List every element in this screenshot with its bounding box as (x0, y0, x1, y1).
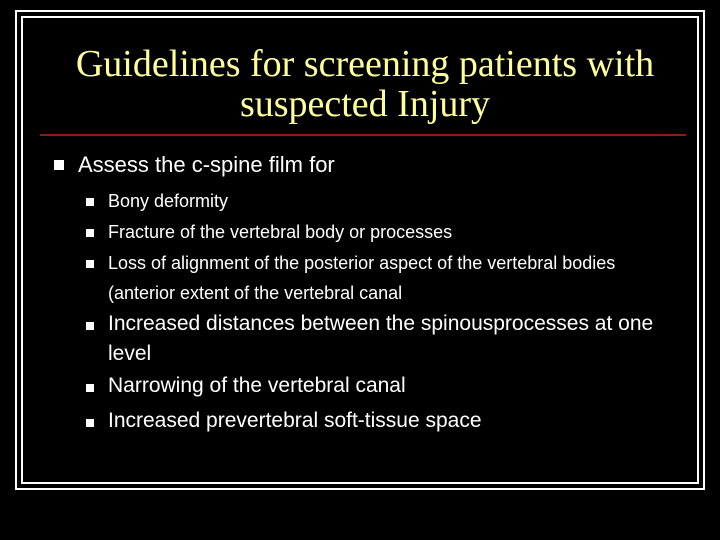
bullet-square-icon (54, 160, 64, 170)
bullet-square-icon (86, 260, 94, 268)
slide-title (40, 44, 690, 124)
bullet-square-icon (86, 419, 94, 427)
bullet-square-icon (86, 384, 94, 392)
sub-bullet-text: Narrowing of the vertebral canal (108, 374, 406, 397)
bullet-square-icon (86, 229, 94, 237)
sub-bullet-text: Loss of alignment of the posterior aspect of the vertebral bodies (anterior extent of the vertebral canal (108, 253, 616, 303)
bullet-square-icon (86, 198, 94, 206)
sub-bullet-text: Increased prevertebral soft-tissue space (108, 409, 482, 432)
main-bullet-text: Assess the c-spine film for (78, 152, 335, 177)
bullet-square-icon (86, 322, 94, 330)
sub-bullet-text: Bony deformity (108, 191, 229, 211)
sub-bullet-text: Increased distances between the spinousprocesses at one level (108, 312, 654, 365)
title-divider (40, 134, 686, 136)
slide-title-line-2: suspected Injury (239, 83, 491, 125)
sub-bullet-text: Fracture of the vertebral body or processes (108, 222, 453, 242)
slide-title-line-1: Guidelines for screening patients with (75, 43, 655, 85)
